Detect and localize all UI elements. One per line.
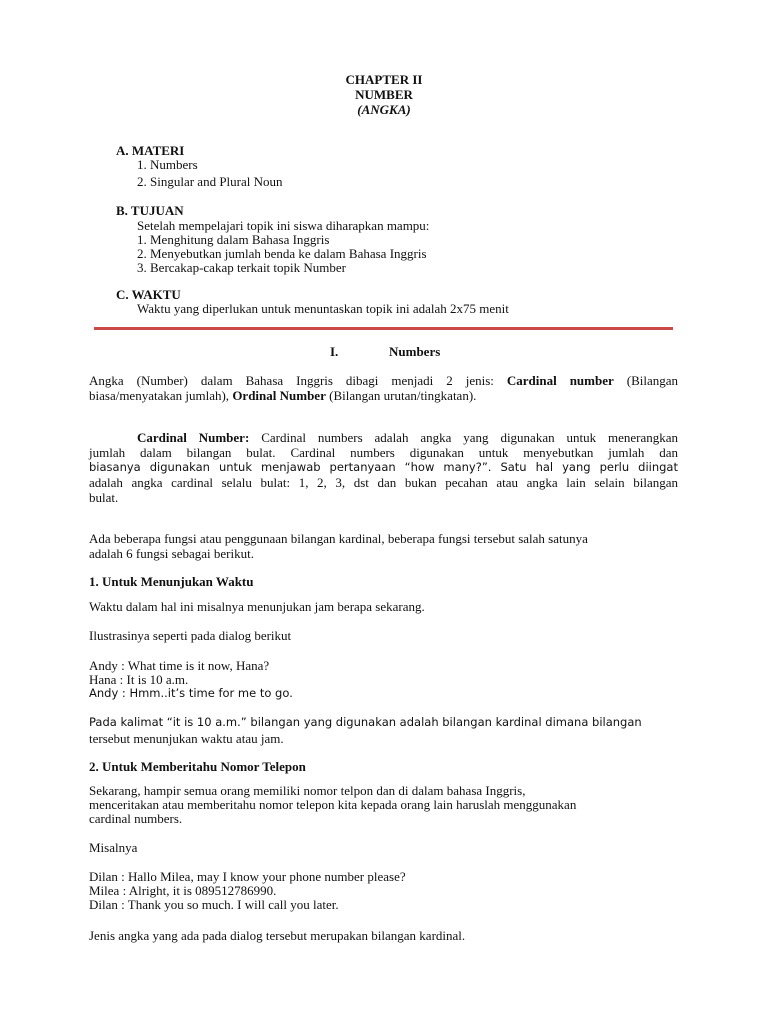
function-1-note-line-1: Pada kalimat “it is 10 a.m.” bilangan yang digunakan adalah bilangan kardinal dimana bilangan [89, 715, 642, 729]
section-b-item-1: 1. Menghitung dalam Bahasa Inggris [137, 232, 330, 247]
chapter-title: NUMBER [355, 87, 413, 102]
numbers-section-title: Numbers [389, 344, 441, 359]
section-a-item-2: 2. Singular and Plural Noun [137, 174, 283, 189]
section-a-heading: A. MATERI [116, 143, 185, 158]
function-1-illustration: Ilustrasinya seperti pada dialog berikut [89, 628, 292, 643]
function-2-text-line-1: Sekarang, hampir semua orang memiliki nomor telpon dan di dalam bahasa Inggris, [89, 783, 526, 798]
cardinal-line-4: adalah angka cardinal selalu bulat: 1, 2, 3, dst dan bukan pecahan atau angka lain selain bilangan [89, 475, 678, 490]
function-1-heading: 1. Untuk Menunjukan Waktu [89, 574, 254, 589]
intro-paragraph [89, 373, 678, 403]
cardinal-line-5: bulat. [89, 490, 119, 505]
function-2-closing: Jenis angka yang ada pada dialog tersebut merupakan bilangan kardinal. [89, 928, 466, 943]
dialog-1-line-1: Andy : What time is it now, Hana? [89, 658, 270, 673]
dialog-2-line-1: Dilan : Hallo Milea, may I know your phone number please? [89, 869, 406, 884]
section-divider [94, 327, 673, 330]
section-b-item-2: 2. Menyebutkan jumlah benda ke dalam Bahasa Inggris [137, 246, 427, 261]
numbers-section-number: I. [330, 344, 339, 359]
intro-line-2: biasa/menyatakan jumlah), Ordinal Number (Bilangan urutan/tingkatan). [89, 388, 477, 403]
dialog-2-line-2: Milea : Alright, it is 089512786990. [89, 883, 277, 898]
intro-line-1: Angka (Number) dalam Bahasa Inggris dibagi menjadi 2 jenis: Cardinal number (Bilangan [89, 373, 679, 388]
section-c-heading: C. WAKTU [116, 287, 181, 302]
dialog-1-line-2: Hana : It is 10 a.m. [89, 672, 189, 687]
function-1-note-line-2: tersebut menunjukan waktu atau jam. [89, 731, 284, 746]
section-b-item-3: 3. Bercakap-cakap terkait topik Number [137, 260, 346, 275]
chapter-subtitle: (ANGKA) [357, 102, 411, 117]
function-2-text-line-2: menceritakan atau memberitahu nomor telepon kita kepada orang lain haruslah menggunakan [89, 797, 577, 812]
section-c-text: Waktu yang diperlukan untuk menuntaskan topik ini adalah 2x75 menit [137, 301, 509, 316]
dialog-1-line-3: Andy : Hmm..it’s time for me to go. [89, 686, 293, 700]
section-b-intro: Setelah mempelajari topik ini siswa diharapkan mampu: [137, 218, 430, 233]
cardinal-paragraph [89, 430, 678, 505]
dialog-2-line-3: Dilan : Thank you so much. I will call you later. [89, 897, 339, 912]
chapter-label: CHAPTER II [345, 72, 423, 87]
section-a-item-1: 1. Numbers [137, 157, 198, 172]
functions-line-2: adalah 6 fungsi sebagai berikut. [89, 546, 254, 561]
section-b-heading: B. TUJUAN [116, 203, 184, 218]
function-2-heading: 2. Untuk Memberitahu Nomor Telepon [89, 759, 306, 774]
cardinal-line-2: jumlah dalam bilangan bulat. Cardinal numbers digunakan untuk menyebutkan jumlah dan [89, 445, 678, 460]
functions-line-1: Ada beberapa fungsi atau penggunaan bilangan kardinal, beberapa fungsi tersebut salah satunya [89, 531, 588, 546]
function-2-example: Misalnya [89, 840, 138, 855]
cardinal-line-3: biasanya digunakan untuk menjawab pertanyaan “how many?”. Satu hal yang perlu diingat [89, 460, 678, 474]
function-1-text: Waktu dalam hal ini misalnya menunjukan jam berapa sekarang. [89, 599, 425, 614]
function-2-text-line-3: cardinal numbers. [89, 811, 183, 826]
cardinal-line-1: Cardinal Number: Cardinal numbers adalah angka yang digunakan untuk menerangkan [137, 430, 679, 445]
